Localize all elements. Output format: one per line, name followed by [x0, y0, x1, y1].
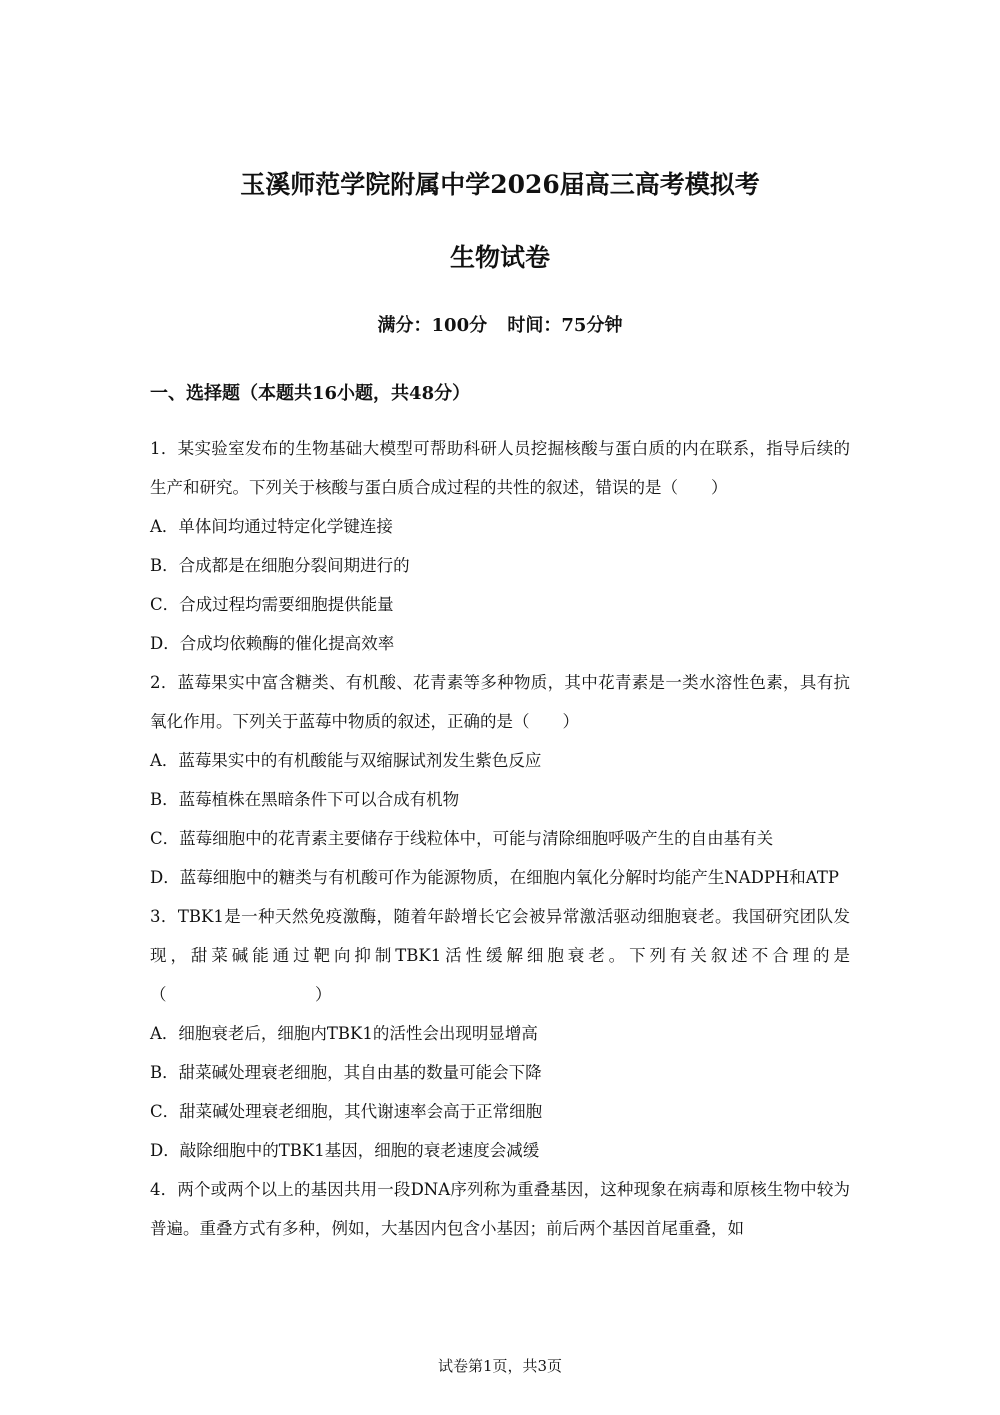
option-b: [150, 1053, 850, 1092]
question-4: [150, 1170, 850, 1248]
question-3: [150, 897, 850, 1170]
question-1: [150, 429, 850, 663]
option-key: B ．: [150, 556, 179, 575]
option-key: C ．: [150, 595, 179, 614]
exam-subject: 生物试卷: [449, 243, 550, 272]
option-text: 单体间均通过特定化学键连接: [178, 517, 393, 536]
option-key: A ．: [150, 517, 178, 536]
question-list: [150, 429, 850, 1248]
option-text: 蓝莓细胞中的花青素主要储存于线粒体中，可能与清除细胞呼吸产生的自由基有关: [179, 829, 774, 848]
question-number: 3 ．: [150, 907, 178, 926]
full-score: 满分：100分: [377, 315, 488, 336]
option-text: 甜菜碱处理衰老细胞，其自由基的数量可能会下降: [178, 1063, 542, 1082]
option-key: D ．: [150, 634, 180, 653]
question-stem: [150, 897, 850, 1014]
option-a: [150, 741, 850, 780]
option-a: [150, 1014, 850, 1053]
option-key: C ．: [150, 829, 179, 848]
option-key: C ．: [150, 1102, 179, 1121]
question-stem: [150, 429, 850, 507]
option-b: [150, 546, 850, 585]
option-c: [150, 819, 850, 858]
option-d: [150, 858, 850, 897]
option-c: [150, 585, 850, 624]
option-text: 蓝莓植株在黑暗条件下可以合成有机物: [178, 790, 460, 809]
question-2: [150, 663, 850, 897]
exam-meta: [0, 313, 1000, 339]
option-text: 蓝莓果实中的有机酸能与双缩脲试剂发生紫色反应: [178, 751, 542, 770]
option-key: A ．: [150, 751, 178, 770]
page-footer: 试卷第1页，共3页: [437, 1357, 563, 1375]
exam-title: 玉溪师范学院附属中学2026届高三高考模拟考: [240, 170, 760, 199]
option-key: A ．: [150, 1024, 178, 1043]
question-stem: [150, 1170, 850, 1248]
exam-duration: 时间：75分钟: [507, 315, 623, 336]
section-title: 一、选择题（本题共16小题，共48分）: [150, 383, 471, 404]
option-key: B ．: [150, 1063, 179, 1082]
option-d: [150, 624, 850, 663]
option-text: 蓝莓细胞中的糖类与有机酸可作为能源物质，在细胞内氧化分解时均能产生NADPH和ATP: [179, 868, 839, 887]
option-text: 合成都是在细胞分裂间期进行的: [178, 556, 410, 575]
option-d: [150, 1131, 850, 1170]
question-text: 蓝莓果实中富含糖类、有机酸、花青素等多种物质，其中花青素是一类水溶性色素，具有抗氧化作用。下列关于蓝莓中物质的叙述，正确的是（ ）: [150, 673, 851, 731]
option-key: B ．: [150, 790, 179, 809]
question-number: 2 ．: [150, 673, 178, 692]
option-text: 敲除细胞中的TBK1基因，细胞的衰老速度会减缓: [179, 1141, 540, 1160]
option-b: [150, 780, 850, 819]
option-text: 合成过程均需要细胞提供能量: [179, 595, 394, 614]
question-number: 4 ．: [150, 1180, 177, 1199]
option-text: 细胞衰老后，细胞内TBK1的活性会出现明显增高: [178, 1024, 538, 1043]
question-stem: [150, 663, 850, 741]
question-text: 两个或两个以上的基因共用一段DNA序列称为重叠基因，这种现象在病毒和原核生物中较为普遍。重叠方式有多种，例如，大基因内包含小基因；前后两个基因首尾重叠，如: [150, 1180, 850, 1238]
option-key: D ．: [150, 1141, 180, 1160]
question-text: TBK1是一种天然免疫激酶，随着年龄增长它会被异常激活驱动细胞衰老。我国研究团队发现，甜菜碱能通过靶向抑制TBK1活性缓解细胞衰老。下列有关叙述不合理的是（ ）: [150, 907, 850, 1004]
question-number: 1 ．: [150, 439, 178, 458]
option-text: 甜菜碱处理衰老细胞，其代谢速率会高于正常细胞: [179, 1102, 543, 1121]
option-a: [150, 507, 850, 546]
option-text: 合成均依赖酶的催化提高效率: [179, 634, 395, 653]
option-c: [150, 1092, 850, 1131]
option-key: D ．: [150, 868, 180, 887]
question-text: 某实验室发布的生物基础大模型可帮助科研人员挖掘核酸与蛋白质的内在联系，指导后续的生产和研究。下列关于核酸与蛋白质合成过程的共性的叙述，错误的是（ ）: [150, 439, 851, 497]
